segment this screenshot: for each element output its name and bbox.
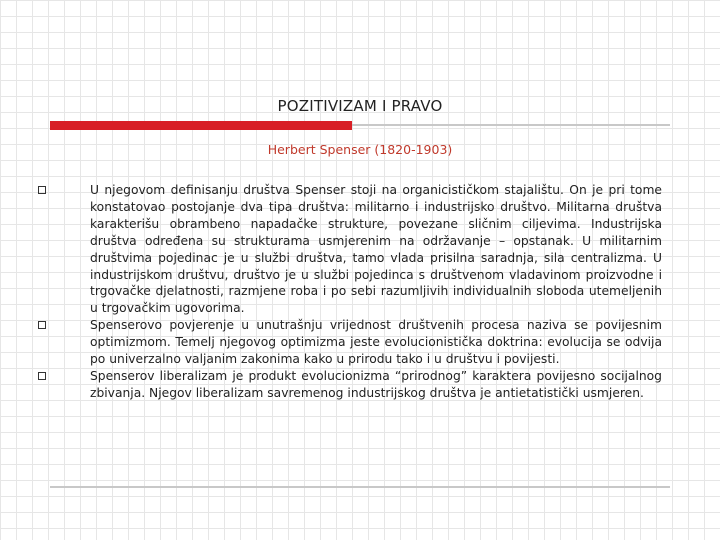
slide-subtitle: Herbert Spenser (1820-1903): [267, 142, 453, 157]
footer-divider: [50, 486, 670, 488]
bullet-item: [90, 317, 662, 368]
bullet-item: [90, 182, 662, 317]
bullet-item: [90, 368, 662, 402]
bullet-text: Spenserov liberalizam je produkt evolucionizma “prirodnog” karaktera povijesno socijalnog zbivanja. Njegov liberalizam savremenog industrijskog društva je antietatistički usmjeren.: [90, 368, 662, 400]
bullet-list: [90, 182, 662, 402]
bullet-text: Spenserovo povjerenje u unutrašnju vrijednost društvenih procesa naziva se povijesnim optimizmom. Temelj njegovog optimizma jeste evolucionistička doktrina: evolucija se odvija po univerzalno valjanim zakonima kako u prirodu tako i u društvu i povijesti.: [90, 318, 662, 367]
title-accent-bar: [50, 121, 352, 130]
square-bullet-icon: [38, 372, 46, 380]
bullet-text: U njegovom definisanju društva Spenser stoji na organicističkom stajalištu. On je pri tome konstatovao postojanje dva tipa društva: militarno i industrijsko društvo. Militarna društva karakterišu obrambeno napadačke strukture, povezane sličnim ciljevima. Industrijska društva određena su strukturama usmjerenim na održavanje – opstanak. U militarnim društvima pojedinac je u službi društva, tamo vlada prisilna saradnja, sila centralizma. U industrijskom društvu, društvo je u službi pojedinca s društvenom vladavinom proizvodne i trgovačke djelatnosti, razmjene roba i po sebi razumljivih individualnih sloboda utemeljenih u trgovačkim ugovorima.: [90, 183, 662, 316]
square-bullet-icon: [38, 321, 46, 329]
title-divider: [352, 124, 670, 126]
slide-title: POZITIVIZAM I PRAVO: [277, 97, 443, 115]
square-bullet-icon: [38, 186, 46, 194]
